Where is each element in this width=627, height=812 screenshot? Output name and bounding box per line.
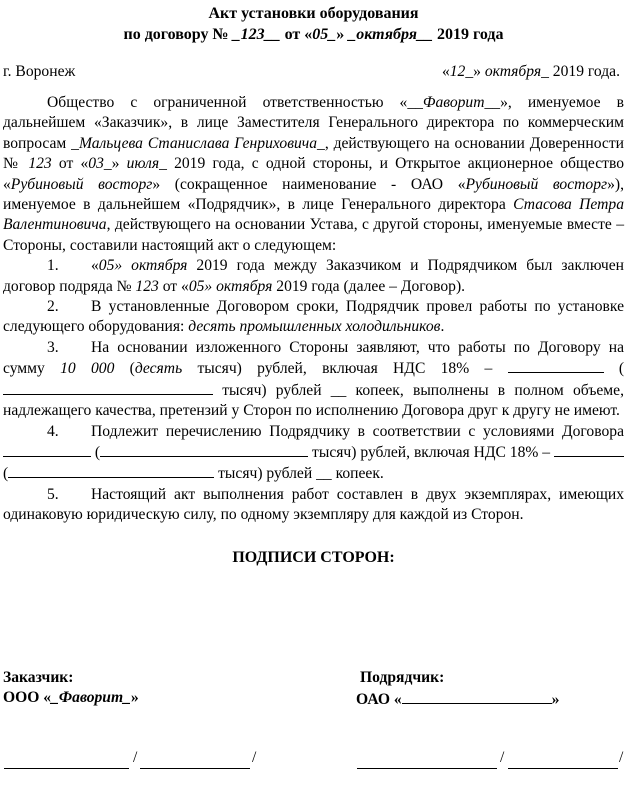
poa-day: 03_ bbox=[88, 155, 112, 173]
list-item-1 bbox=[3, 256, 624, 297]
title-line-1: Акт установки оборудования bbox=[208, 5, 419, 22]
contractor-name-line[interactable] bbox=[508, 767, 618, 769]
date-text: » bbox=[473, 63, 485, 80]
item-text: ( bbox=[114, 360, 135, 378]
org-text: » bbox=[551, 691, 560, 708]
item-contract-number: 123 bbox=[135, 277, 159, 295]
intro-text: » bbox=[111, 155, 127, 173]
intro-text: » (сокращенное наименование - ОАО « bbox=[152, 175, 466, 193]
contract-month: _октября__ bbox=[348, 26, 434, 43]
title-text: от « bbox=[280, 26, 313, 43]
item-number: 5. bbox=[47, 485, 59, 503]
org-text: ООО « bbox=[3, 689, 52, 706]
item-text: . bbox=[440, 318, 445, 336]
item-text: от « bbox=[158, 277, 189, 295]
intro-text: , действующего на основании Устава, с другой стороны, именуемые вместе – Стороны, составили настоящий акт о следующем: bbox=[3, 216, 624, 254]
customer-representative: _Мальцева Станислава Генриховича_ bbox=[71, 134, 325, 152]
signature-slash: / bbox=[500, 749, 505, 766]
item-text: 2019 года (далее – Договор). bbox=[272, 277, 466, 295]
signature-slash: / bbox=[252, 749, 257, 766]
contractor-short-name: Рубиновый восторг bbox=[465, 175, 608, 193]
list-item-4 bbox=[3, 422, 624, 485]
item-text: Настоящий акт выполнения работ составлен в двух экземплярах, имеющих одинаковую юридическую силу, по одному экземпляру для каждой из Сторон. bbox=[3, 485, 624, 524]
item-text: ( bbox=[603, 360, 625, 378]
intro-text: Общество с ограниченной ответственностью « bbox=[47, 94, 408, 111]
customer-org bbox=[3, 688, 139, 708]
payment-amount-blank[interactable] bbox=[3, 442, 91, 457]
contract-sum-words: десять bbox=[134, 360, 183, 378]
contractor-org bbox=[356, 688, 559, 710]
title-text: 2019 года bbox=[433, 26, 504, 43]
payment-vat-words-blank[interactable] bbox=[8, 463, 214, 478]
title-line-2 bbox=[3, 24, 624, 45]
vat-amount-blank[interactable] bbox=[508, 358, 604, 373]
item-text: На основании изложенного Стороны заявляют, что работы по Договору на сумму bbox=[3, 338, 624, 378]
payment-words-blank[interactable] bbox=[100, 442, 308, 457]
item-text: тысяч) рублей, включая НДС 18% – bbox=[308, 443, 554, 461]
place-date-row bbox=[3, 62, 624, 82]
item-text: 2019 года между Заказчиком и Подрядчиком был заключен договор подряда № bbox=[3, 257, 624, 295]
item-text: ( bbox=[3, 465, 9, 483]
customer-signature-line[interactable] bbox=[4, 767, 129, 769]
item-number: 3. bbox=[47, 338, 59, 356]
customer-name: __Фаворит__ bbox=[407, 94, 501, 111]
intro-text: , действующего на основании Доверенности № bbox=[3, 134, 624, 173]
contractor-representative: Стасова Петра Валентиновича bbox=[3, 196, 624, 234]
signatures-heading: ПОДПИСИ СТОРОН: bbox=[232, 548, 395, 566]
item-text: « bbox=[91, 257, 99, 275]
item-text: тысяч) рублей __ копеек, выполнены в полном объеме, надлежащего качества, претензий у Сторон по исполнению Договора друг к другу не имеют. bbox=[3, 381, 624, 420]
org-text: » bbox=[130, 689, 139, 706]
intro-text: »), именуемое в дальнейшем «Подрядчик», в лице Генерального директора bbox=[3, 175, 624, 214]
document bbox=[3, 3, 624, 568]
contract-day: 05_ bbox=[312, 26, 337, 43]
list-item-2 bbox=[3, 297, 624, 338]
signature-slash: / bbox=[619, 749, 624, 766]
item-text: ( bbox=[91, 443, 101, 461]
contractor-name-blank[interactable] bbox=[402, 688, 552, 704]
poa-number: 123 bbox=[28, 155, 52, 173]
item-number: 2. bbox=[47, 298, 59, 316]
list-item-3 bbox=[3, 338, 624, 422]
contractor-signature-line[interactable] bbox=[357, 767, 497, 769]
intro-text: от « bbox=[51, 155, 89, 173]
item-text: тысяч) рублей, включая НДС 18% – bbox=[182, 360, 493, 378]
item-date: 05» октября bbox=[188, 277, 273, 295]
item-date: 05» октября bbox=[98, 257, 188, 275]
item-number: 4. bbox=[47, 422, 59, 440]
contract-sum: 10 000 bbox=[60, 360, 115, 378]
item-text: тысяч) рублей __ копеек. bbox=[214, 465, 384, 483]
equipment-description: десять промышленных холодильников bbox=[188, 318, 441, 336]
date-day: 12_ bbox=[449, 63, 474, 80]
title-text: по договору № bbox=[123, 26, 233, 43]
date-text: « bbox=[441, 63, 450, 80]
contractor-name: Рубиновый восторг bbox=[10, 175, 153, 193]
list-item-5 bbox=[3, 485, 624, 526]
poa-month: июля_ bbox=[126, 155, 167, 173]
title-text: » bbox=[336, 26, 349, 43]
item-text: Подлежит перечислению Подрядчику в соответствии с условиями Договора bbox=[91, 422, 624, 440]
item-text: В установленные Договором сроки, Подрядчик провел работы по установке следующего оборудования: bbox=[3, 298, 624, 336]
item-number: 1. bbox=[47, 257, 59, 275]
date-text: 2019 года. bbox=[548, 63, 620, 80]
city: г. Воронеж bbox=[3, 63, 76, 80]
intro-paragraph bbox=[3, 93, 624, 256]
contract-number: _123__ bbox=[232, 26, 281, 43]
act-date bbox=[442, 62, 620, 82]
date-month: октября_ bbox=[484, 63, 549, 80]
org-text: ОАО « bbox=[356, 691, 402, 708]
signature-slash: / bbox=[133, 749, 138, 766]
customer-org-name: _Фаворит_ bbox=[51, 689, 131, 706]
intro-text: 2019 года, с одной стороны, и Открытое акционерное общество « bbox=[3, 155, 625, 193]
payment-vat-blank[interactable] bbox=[554, 442, 624, 457]
intro-text: », именуемое в дальнейшем «Заказчик», в лице Заместителя Генерального директора по коммерческим вопросам bbox=[3, 94, 625, 152]
contractor-label: Подрядчик: bbox=[360, 669, 445, 686]
customer-name-line[interactable] bbox=[140, 767, 250, 769]
document-title bbox=[3, 3, 624, 45]
customer-label: Заказчик: bbox=[3, 669, 74, 686]
vat-words-blank[interactable] bbox=[3, 380, 213, 395]
